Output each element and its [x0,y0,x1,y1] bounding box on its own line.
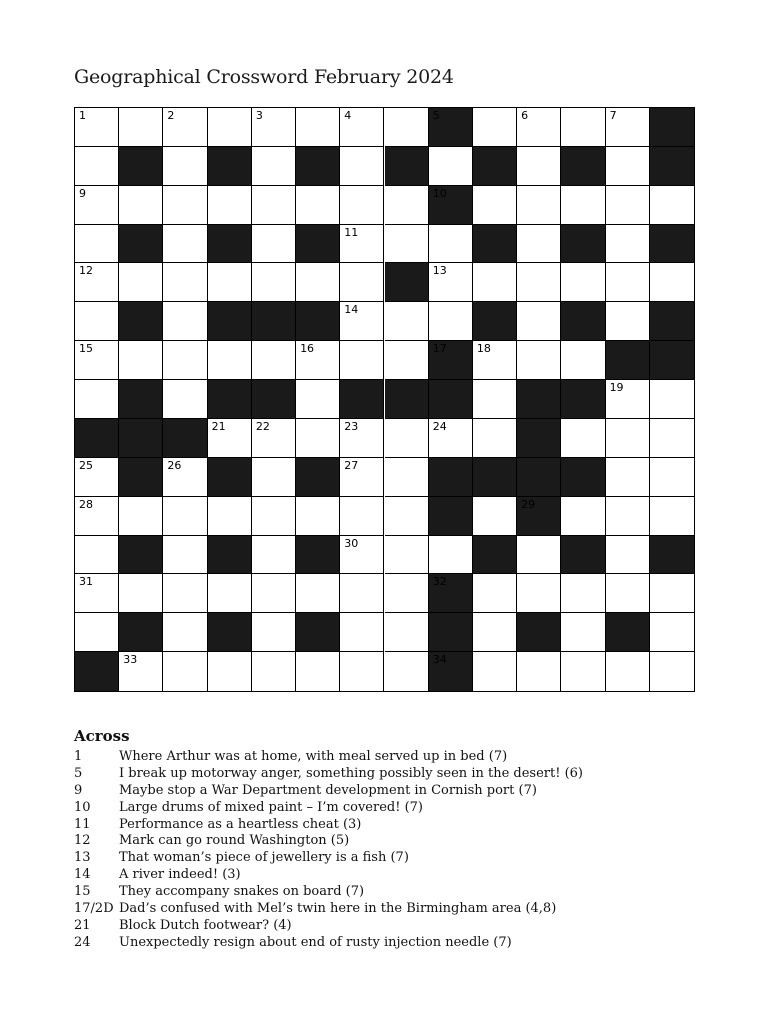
grid-cell[interactable] [606,380,650,419]
clue-row [74,749,714,766]
grid-cell-black [208,380,252,419]
grid-cell-black [561,147,605,186]
grid-cell[interactable] [606,536,650,575]
grid-cell[interactable] [163,302,207,341]
grid-cell-black [252,302,296,341]
grid-cell[interactable] [75,302,119,341]
grid-cell[interactable] [163,652,207,691]
grid-cell[interactable] [473,108,517,147]
clue-row-number: 17/2D [74,901,114,917]
grid-cell-black [429,108,473,147]
clue-number: 28 [79,497,93,511]
grid-cell[interactable] [650,380,694,419]
grid-cell[interactable] [561,108,605,147]
grid-cell[interactable] [163,263,207,302]
grid-cell[interactable] [517,147,561,186]
clue-row-text: Maybe stop a War Department development in Cornish port (7) [119,782,537,798]
grid-cell[interactable] [296,186,340,225]
grid-cell-black [340,380,384,419]
grid-cell[interactable] [163,186,207,225]
grid-cell-black [429,574,473,613]
grid-cell[interactable] [517,186,561,225]
clue-number: 25 [79,458,93,472]
clue-row-number: 15 [74,884,91,900]
grid-cell[interactable] [606,302,650,341]
grid-cell[interactable] [561,497,605,536]
grid-cell[interactable] [650,263,694,302]
grid-cell-black [385,380,429,419]
clue-row-text: Large drums of mixed paint – I’m covered! (7) [119,799,423,815]
grid-cell[interactable] [340,302,384,341]
grid-cell[interactable] [385,613,429,652]
grid-cell[interactable] [208,186,252,225]
clue-number: 24 [432,419,447,433]
grid-cell-black [429,380,473,419]
grid-cell[interactable] [119,263,163,302]
grid-cell[interactable] [75,341,119,380]
grid-cell[interactable] [119,652,163,691]
grid-cell[interactable] [606,108,650,147]
clue-row-number: 5 [74,765,83,781]
grid-cell-black [119,302,163,341]
grid-cell[interactable] [208,419,252,458]
grid-cell[interactable] [340,574,384,613]
clue-row [74,833,714,850]
clue-number: 13 [432,264,447,278]
grid-cell[interactable] [473,186,517,225]
clue-number: 6 [521,109,529,122]
grid-cell-black [429,458,473,497]
grid-cell[interactable] [385,341,429,380]
clue-number: 19 [609,381,624,395]
grid-cell[interactable] [340,613,384,652]
grid-cell[interactable] [75,263,119,302]
grid-cell[interactable] [340,186,384,225]
grid-cell[interactable] [75,380,119,419]
clue-row [74,918,714,935]
grid-cell[interactable] [385,108,429,147]
grid-cell[interactable] [340,419,384,458]
clue-number: 12 [79,264,93,278]
grid-cell[interactable] [429,302,473,341]
grid-cell[interactable] [517,341,561,380]
grid-cell-black [429,613,473,652]
grid-cell-black [208,613,252,652]
grid-cell[interactable] [340,536,384,575]
grid-cell[interactable] [606,419,650,458]
grid-cell[interactable] [385,497,429,536]
grid-cell[interactable] [561,263,605,302]
grid-cell[interactable] [252,458,296,497]
grid-cell-black [119,613,163,652]
grid-cell-black [517,458,561,497]
grid-cell[interactable] [252,419,296,458]
grid-cell[interactable] [517,652,561,691]
clue-number: 17 [432,342,447,356]
grid-cell-black [119,380,163,419]
grid-cell[interactable] [385,652,429,691]
grid-cell[interactable] [340,147,384,186]
clue-number: 27 [344,458,359,472]
grid-cell[interactable] [385,225,429,264]
grid-cell[interactable] [385,419,429,458]
grid-cell[interactable] [606,186,650,225]
grid-cell-black [75,419,119,458]
grid-cell[interactable] [208,574,252,613]
clue-number: 22 [255,419,270,433]
grid-cell-black [429,186,473,225]
grid-cell-black [119,225,163,264]
grid-cell[interactable] [385,574,429,613]
grid-cell[interactable] [296,419,340,458]
clue-row-number: 1 [74,749,83,764]
grid-cell[interactable] [119,186,163,225]
grid-cell[interactable] [75,225,119,264]
across-heading: Across [74,727,130,745]
clue-number: 11 [344,225,359,239]
grid-cell[interactable] [296,263,340,302]
grid-cell[interactable] [429,147,473,186]
grid-cell[interactable] [517,302,561,341]
clue-number: 26 [167,458,182,472]
clue-row-text: Block Dutch footwear? (4) [119,917,292,933]
clue-number: 5 [432,109,440,122]
grid-cell-black [517,380,561,419]
clue-row-number: 10 [74,799,91,815]
grid-cell[interactable] [606,574,650,613]
grid-cell[interactable] [473,574,517,613]
crossword-grid[interactable] [74,107,695,692]
grid-cell[interactable] [119,108,163,147]
grid-cell[interactable] [163,225,207,264]
grid-cell[interactable] [208,497,252,536]
grid-cell-black [650,341,694,380]
clue-row-text: Where Arthur was at home, with meal served up in bed (7) [119,749,508,764]
clue-number: 10 [432,186,447,200]
clue-row [74,935,714,952]
grid-cell-black [429,652,473,691]
grid-cell[interactable] [252,536,296,575]
grid-cell[interactable] [473,613,517,652]
grid-cell[interactable] [650,458,694,497]
grid-cell[interactable] [119,574,163,613]
grid-cell[interactable] [340,263,384,302]
clue-row-number: 12 [74,833,91,849]
grid-cell[interactable] [606,225,650,264]
grid-cell[interactable] [429,536,473,575]
grid-cell[interactable] [429,225,473,264]
grid-cell-black [119,147,163,186]
grid-cell-black [385,147,429,186]
grid-cell-black [517,497,561,536]
clue-number: 9 [79,186,86,200]
grid-cell[interactable] [208,341,252,380]
grid-cell[interactable] [340,652,384,691]
clue-row-text: That woman’s piece of jewellery is a fish (7) [119,850,409,866]
grid-cell-black [473,536,517,575]
clue-row [74,800,714,817]
grid-cell[interactable] [75,536,119,575]
grid-cell-black [119,419,163,458]
clue-row-number: 13 [74,850,91,866]
grid-cell[interactable] [252,341,296,380]
grid-cell-black [561,225,605,264]
grid-cell-black [561,302,605,341]
grid-cell[interactable] [252,147,296,186]
clue-row [74,783,714,800]
clue-number: 31 [79,575,93,589]
grid-cell[interactable] [561,186,605,225]
grid-cell[interactable] [473,380,517,419]
clue-number: 23 [344,419,359,433]
grid-cell-black [296,225,340,264]
grid-cell[interactable] [340,497,384,536]
grid-cell-black [296,302,340,341]
clue-list [74,749,714,952]
clue-number: 1 [79,109,86,122]
clue-number: 2 [167,109,175,122]
grid-cell-black [650,302,694,341]
clue-number: 15 [79,342,93,356]
grid-cell[interactable] [208,263,252,302]
clue-row [74,867,714,884]
grid-cell[interactable] [75,186,119,225]
grid-cell[interactable] [517,574,561,613]
grid-cell[interactable] [473,497,517,536]
grid-cell[interactable] [606,652,650,691]
grid-cell[interactable] [517,225,561,264]
clue-row-number: 9 [74,782,83,798]
clue-row [74,766,714,783]
grid-cell[interactable] [296,652,340,691]
grid-cell-black [473,302,517,341]
grid-cell[interactable] [561,613,605,652]
grid-cell-black [650,108,694,147]
grid-cell[interactable] [208,652,252,691]
grid-cell[interactable] [650,652,694,691]
grid-cell-black [208,302,252,341]
grid-cell-black [163,419,207,458]
grid-cell[interactable] [296,497,340,536]
grid-cell[interactable] [340,341,384,380]
grid-cell[interactable] [75,497,119,536]
grid-cell[interactable] [340,225,384,264]
grid-cell-black [208,147,252,186]
grid-cell[interactable] [650,497,694,536]
grid-cell[interactable] [75,458,119,497]
grid-cell[interactable] [650,186,694,225]
grid-cell[interactable] [119,497,163,536]
clue-row-text: Dad’s confused with Mel’s twin here in the Birmingham area (4,8) [119,901,557,917]
grid-cell-black [473,458,517,497]
grid-cell[interactable] [650,613,694,652]
grid-cell[interactable] [163,574,207,613]
grid-cell[interactable] [606,497,650,536]
clue-number: 32 [432,575,447,589]
grid-cell-black [119,536,163,575]
clue-number: 29 [521,497,536,511]
grid-cell[interactable] [561,419,605,458]
clue-row-number: 14 [74,867,91,883]
grid-cell-black [296,613,340,652]
grid-cell[interactable] [163,147,207,186]
grid-cell-black [75,652,119,691]
grid-cell-black [429,497,473,536]
grid-cell-black [296,536,340,575]
grid-cell-black [606,341,650,380]
grid-cell[interactable] [163,613,207,652]
grid-cell[interactable] [340,108,384,147]
grid-cell[interactable] [252,225,296,264]
grid-cell-black [561,380,605,419]
grid-cell[interactable] [163,536,207,575]
clue-number: 30 [344,536,359,550]
grid-cell[interactable] [75,108,119,147]
grid-cell[interactable] [252,108,296,147]
grid-cell[interactable] [606,263,650,302]
grid-cell[interactable] [650,574,694,613]
grid-cell[interactable] [517,536,561,575]
clue-row [74,884,714,901]
clue-number: 18 [476,342,491,356]
grid-cell-black [517,613,561,652]
grid-cell-black [296,147,340,186]
grid-cell-black [650,536,694,575]
clue-row-text: I break up motorway anger, something possibly seen in the desert! (6) [119,765,583,781]
grid-cell[interactable] [252,186,296,225]
grid-cell[interactable] [296,574,340,613]
grid-cell[interactable] [385,302,429,341]
grid-cell[interactable] [473,419,517,458]
grid-cell[interactable] [252,497,296,536]
grid-cell-black [119,458,163,497]
clue-row-number: 11 [74,816,91,832]
grid-cell[interactable] [340,458,384,497]
clue-number: 14 [344,303,359,317]
grid-cell-black [385,263,429,302]
grid-cell[interactable] [163,108,207,147]
clue-row-text: Mark can go round Washington (5) [119,833,350,849]
grid-cell-black [208,458,252,497]
grid-cell-black [429,341,473,380]
clue-row-number: 21 [74,917,91,933]
grid-cell[interactable] [650,419,694,458]
grid-cell[interactable] [296,380,340,419]
grid-cell[interactable] [163,458,207,497]
grid-cell[interactable] [385,536,429,575]
grid-cell[interactable] [252,263,296,302]
grid-cell-black [650,147,694,186]
clue-number: 34 [432,653,447,667]
grid-cell-black [650,225,694,264]
page-title: Geographical Crossword February 2024 [74,66,454,88]
grid-cell[interactable] [119,341,163,380]
grid-cell[interactable] [296,108,340,147]
clue-number: 7 [609,109,617,122]
grid-cell[interactable] [606,147,650,186]
grid-cell[interactable] [252,652,296,691]
grid-cell[interactable] [429,263,473,302]
grid-cell[interactable] [473,263,517,302]
grid-cell[interactable] [163,341,207,380]
grid-cell[interactable] [252,613,296,652]
grid-cell[interactable] [385,458,429,497]
grid-cell-black [473,147,517,186]
grid-cell-black [208,536,252,575]
clue-number: 21 [211,419,226,433]
grid-cell[interactable] [517,263,561,302]
grid-cell[interactable] [75,147,119,186]
clue-number: 3 [255,109,263,122]
grid-cell[interactable] [473,341,517,380]
clue-row [74,901,714,918]
clue-row [74,817,714,834]
clue-row-text: A river indeed! (3) [119,867,241,883]
grid-cell[interactable] [208,108,252,147]
grid-cell-black [561,458,605,497]
clue-row-text: They accompany snakes on board (7) [119,884,365,900]
grid-cell-black [208,225,252,264]
grid-cell[interactable] [561,574,605,613]
grid-cell[interactable] [606,458,650,497]
grid-cell-black [473,225,517,264]
clue-row-number: 24 [74,934,91,950]
clue-number: 4 [344,109,352,122]
clue-number: 16 [300,342,315,356]
clue-row [74,850,714,867]
grid-cell-black [296,458,340,497]
clue-number: 33 [123,653,138,667]
grid-cell[interactable] [75,613,119,652]
grid-cell[interactable] [296,341,340,380]
grid-cell[interactable] [517,108,561,147]
grid-cell[interactable] [561,341,605,380]
grid-cell[interactable] [163,497,207,536]
clue-row-text: Performance as a heartless cheat (3) [119,816,362,832]
grid-cell[interactable] [385,186,429,225]
grid-cell-black [252,380,296,419]
clue-row-text: Unexpectedly resign about end of rusty injection needle (7) [119,934,512,950]
grid-cell[interactable] [163,380,207,419]
grid-cell[interactable] [75,574,119,613]
grid-cell[interactable] [473,652,517,691]
grid-cell[interactable] [561,652,605,691]
grid-cell-black [606,613,650,652]
grid-cell[interactable] [252,574,296,613]
grid-cell-black [517,419,561,458]
across-clues [74,726,714,952]
grid-cell-black [561,536,605,575]
grid-cell[interactable] [429,419,473,458]
